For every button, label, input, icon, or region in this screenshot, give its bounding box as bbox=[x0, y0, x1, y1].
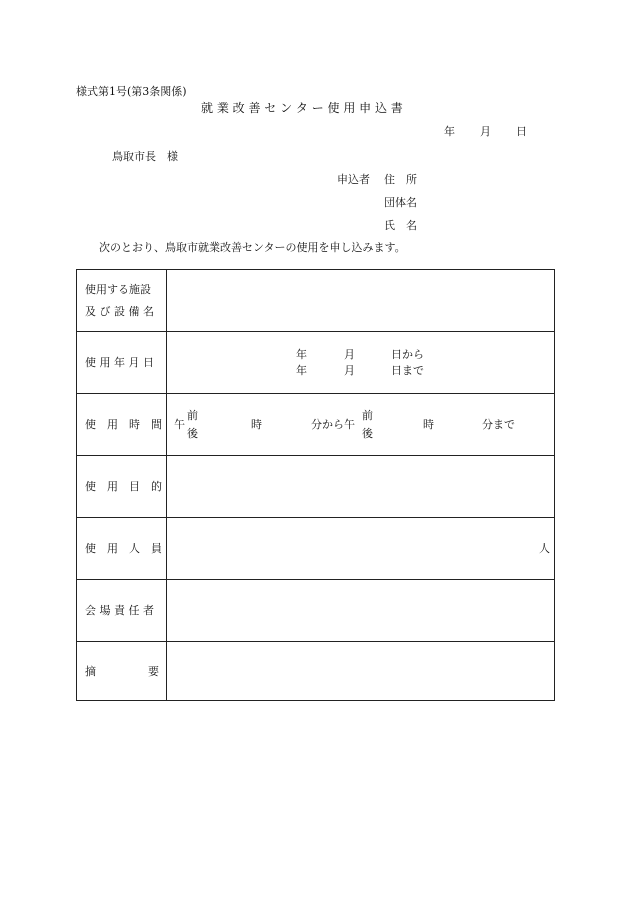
time-from-minute: 分から午 bbox=[311, 418, 355, 431]
date-from-year: 年 bbox=[296, 348, 307, 361]
time-to-minute: 分まで bbox=[482, 418, 515, 431]
usage-people-label: 使 用 人 員 bbox=[85, 542, 162, 555]
date-to-suffix: 日まで bbox=[391, 364, 424, 377]
date-year-label: 年 bbox=[444, 125, 455, 138]
usage-time-label: 使 用 時 間 bbox=[85, 418, 162, 431]
date-from-suffix: 日から bbox=[391, 348, 424, 361]
address-label: 住 所 bbox=[384, 173, 417, 186]
people-unit: 人 bbox=[539, 542, 550, 555]
venue-manager-row bbox=[77, 580, 554, 642]
facility-label-line1: 使用する施設 bbox=[85, 283, 151, 296]
usage-purpose-label: 使 用 目 的 bbox=[85, 480, 162, 493]
application-form-table bbox=[76, 269, 555, 701]
intro-text: 次のとおり、鳥取市就業改善センターの使用を申し込みます。 bbox=[99, 241, 406, 254]
usage-people-row bbox=[77, 518, 554, 580]
time-to-pm-marker: 後 bbox=[362, 427, 373, 440]
date-day-label: 日 bbox=[516, 125, 527, 138]
page-title: 就 業 改 善 セ ン タ ー 使 用 申 込 書 bbox=[201, 101, 403, 115]
usage-date-label: 使 用 年 月 日 bbox=[85, 356, 154, 369]
name-label: 氏 名 bbox=[384, 219, 417, 232]
form-number: 様式第1号(第3条関係) bbox=[76, 85, 187, 98]
time-from-pm-marker: 後 bbox=[187, 427, 198, 440]
organization-label: 団体名 bbox=[384, 196, 417, 209]
facility-label-line2: 及 び 設 備 名 bbox=[85, 305, 154, 318]
date-month-label: 月 bbox=[480, 125, 491, 138]
facility-row bbox=[77, 270, 554, 332]
time-from-noon-marker: 午 bbox=[174, 418, 185, 431]
applicant-label: 申込者 bbox=[337, 173, 370, 186]
time-from-am-marker: 前 bbox=[187, 409, 198, 422]
summary-label-left: 摘 bbox=[85, 665, 96, 678]
addressee: 鳥取市長 様 bbox=[112, 150, 178, 163]
summary-label-right: 要 bbox=[148, 665, 159, 678]
date-from-month: 月 bbox=[344, 348, 355, 361]
summary-row bbox=[77, 642, 554, 702]
time-to-hour: 時 bbox=[423, 418, 434, 431]
date-to-year: 年 bbox=[296, 364, 307, 377]
time-from-hour: 時 bbox=[251, 418, 262, 431]
usage-time-row bbox=[77, 394, 554, 456]
venue-manager-label: 会 場 責 任 者 bbox=[85, 604, 154, 617]
usage-purpose-row bbox=[77, 456, 554, 518]
time-to-am-marker: 前 bbox=[362, 409, 373, 422]
usage-date-row bbox=[77, 332, 554, 394]
date-to-month: 月 bbox=[344, 364, 355, 377]
